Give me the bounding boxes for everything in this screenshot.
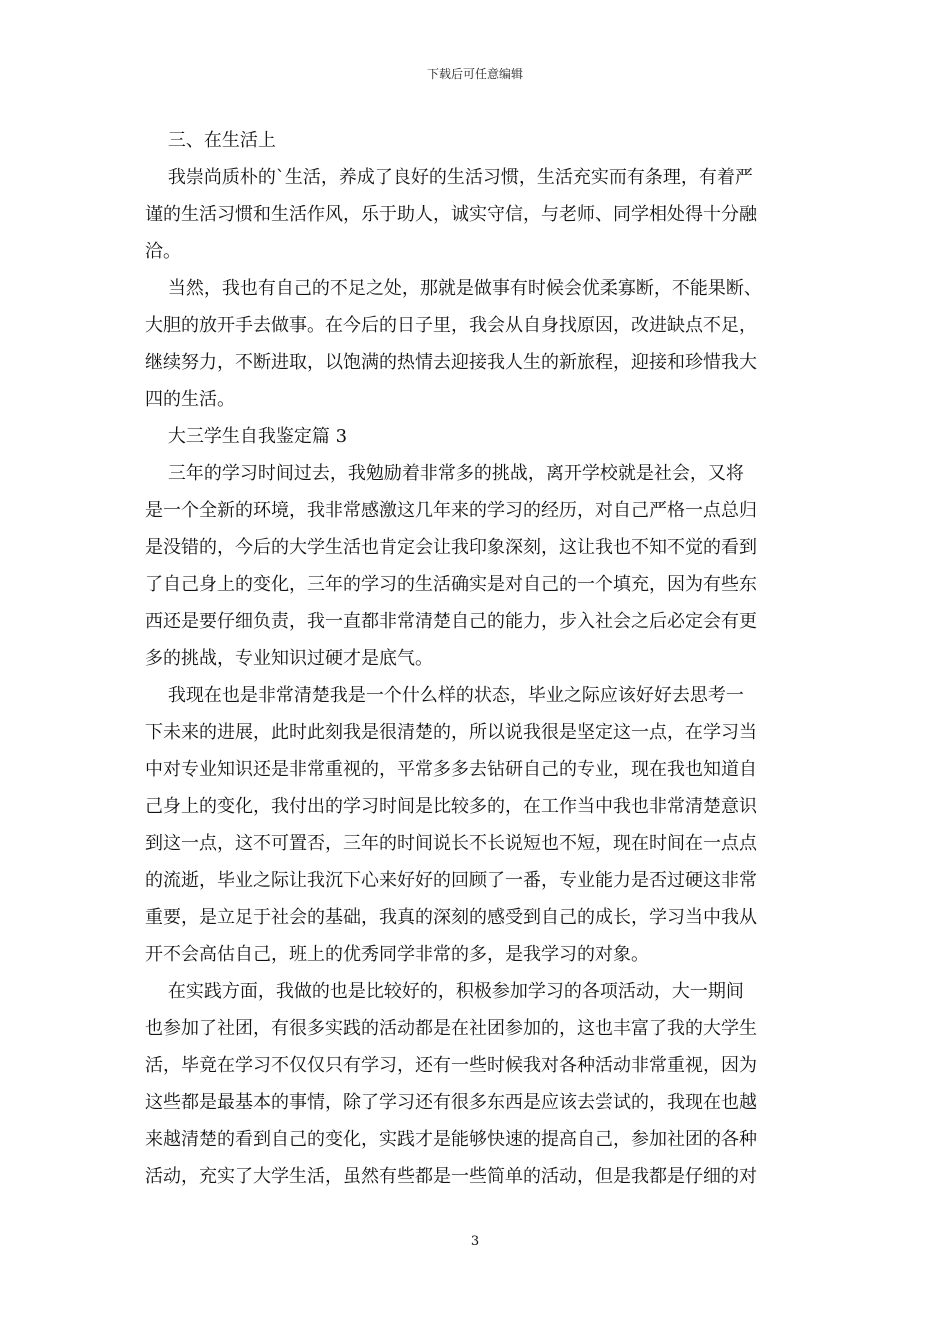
text-line: 当然，我也有自己的不足之处，那就是做事有时候会优柔寡断，不能果断、 <box>145 278 762 299</box>
text-line: 谨的生活习惯和生活作风，乐于助人，诚实守信，与老师、同学相处得十分融 <box>145 204 757 225</box>
text-line: 西还是要仔细负责，我一直都非常清楚自己的能力，步入社会之后必定会有更 <box>145 611 757 632</box>
text-line: 重要，是立足于社会的基础，我真的深刻的感受到自己的成长，学习当中我从 <box>145 907 757 928</box>
text-line: 下未来的进展，此时此刻我是很清楚的，所以说我很是坚定这一点，在学习当 <box>145 722 757 743</box>
text-line: 三、在生活上 <box>145 130 276 151</box>
text-line: 是一个全新的环境，我非常感激这几年来的学习的经历，对自己严格一点总归 <box>145 500 757 521</box>
text-line: 大胆的放开手去做事。在今后的日子里，我会从自身找原因，改进缺点不足， <box>145 315 757 336</box>
text-line: 我崇尚质朴的`生活，养成了良好的生活习惯，生活充实而有条理，有着严 <box>145 167 753 188</box>
text-line: 继续努力，不断进取，以饱满的热情去迎接我人生的新旅程，迎接和珍惜我大 <box>145 352 757 373</box>
document-body <box>145 128 807 1201</box>
page-header: 下载后可任意编辑 <box>426 67 523 81</box>
page-number: 3 <box>470 1234 480 1249</box>
text-line: 这些都是最基本的事情，除了学习还有很多东西是应该去尝试的，我现在也越 <box>145 1092 757 1113</box>
text-line: 三年的学习时间过去，我勉励着非常多的挑战，离开学校就是社会，又将 <box>145 463 744 484</box>
text-line: 来越清楚的看到自己的变化，实践才是能够快速的提高自己，参加社团的各种 <box>145 1129 757 1150</box>
text-line: 开不会高估自己，班上的优秀同学非常的多，是我学习的对象。 <box>145 944 649 965</box>
text-line: 在实践方面，我做的也是比较好的，积极参加学习的各项活动，大一期间 <box>145 981 744 1002</box>
text-line: 四的生活。 <box>145 389 235 410</box>
text-line: 了自己身上的变化，三年的学习的生活确实是对自己的一个填充，因为有些东 <box>145 574 757 595</box>
text-line: 多的挑战，专业知识过硬才是底气。 <box>145 648 433 669</box>
text-line: 洽。 <box>145 241 181 262</box>
text-line: 是没错的，今后的大学生活也肯定会让我印象深刻，这让我也不知不觉的看到 <box>145 537 757 558</box>
text-line: 到这一点，这不可置否，三年的时间说长不长说短也不短，现在时间在一点点 <box>145 833 757 854</box>
text-line: 的流逝，毕业之际让我沉下心来好好的回顾了一番，专业能力是否过硬这非常 <box>145 870 757 891</box>
text-line: 我现在也是非常清楚我是一个什么样的状态，毕业之际应该好好去思考一 <box>145 685 744 706</box>
text-line: 活，毕竟在学习不仅仅只有学习，还有一些时候我对各种活动非常重视，因为 <box>145 1055 757 1076</box>
text-line: 活动，充实了大学生活，虽然有些都是一些简单的活动，但是我都是仔细的对 <box>145 1166 757 1187</box>
text-line: 也参加了社团，有很多实践的活动都是在社团参加的，这也丰富了我的大学生 <box>145 1018 757 1039</box>
text-line: 中对专业知识还是非常重视的，平常多多去钻研自己的专业，现在我也知道自 <box>145 759 757 780</box>
text-line: 己身上的变化，我付出的学习时间是比较多的，在工作当中我也非常清楚意识 <box>145 796 757 817</box>
text-line: 大三学生自我鉴定篇 3 <box>145 426 348 447</box>
